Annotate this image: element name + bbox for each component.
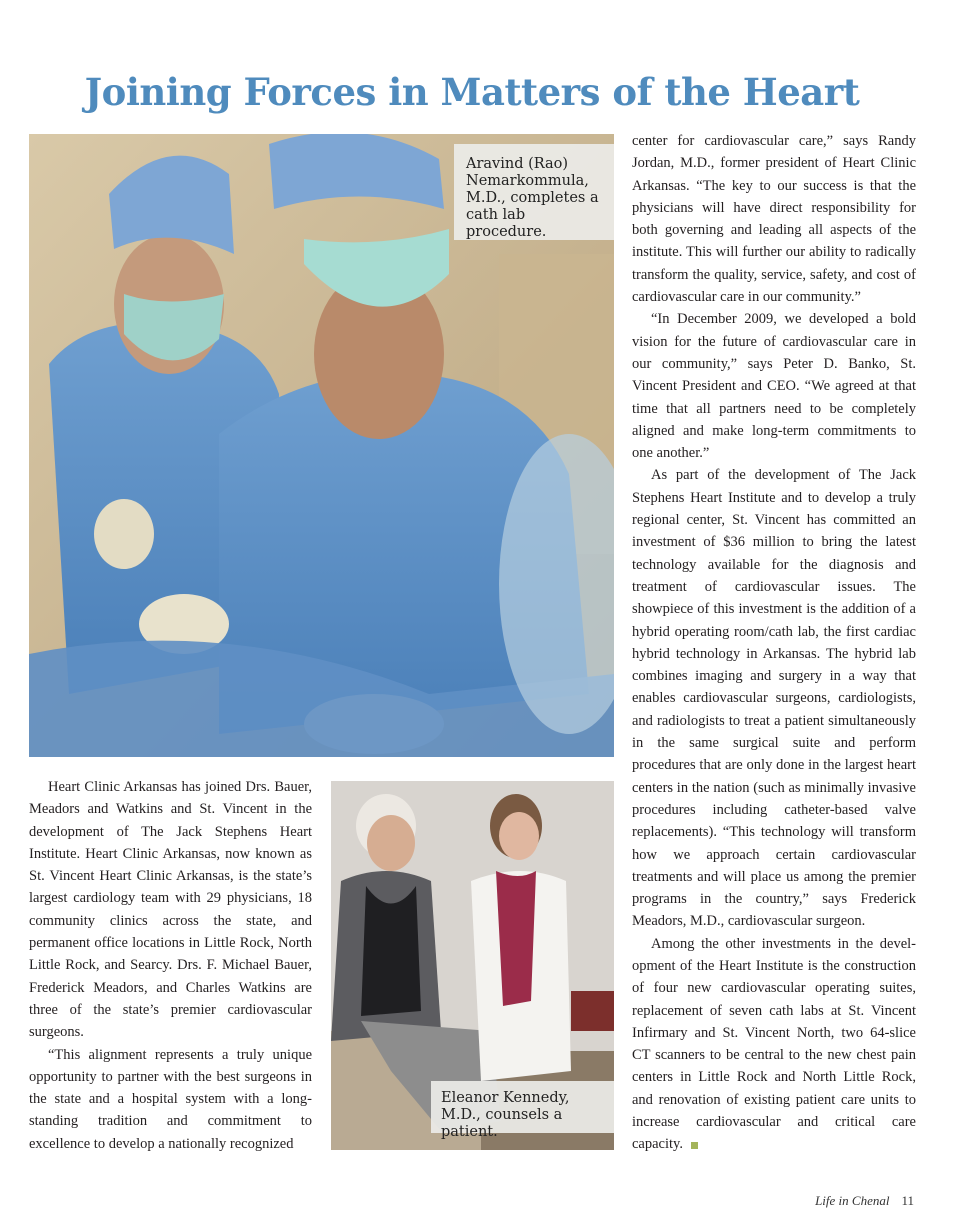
bottom-photo-caption: Eleanor Kennedy, M.D., counsels a patient.	[431, 1081, 614, 1133]
right-text-column	[632, 130, 916, 1156]
cath-lab-photo	[29, 134, 614, 757]
right-paragraph-last	[632, 933, 916, 1156]
left-paragraph: Heart Clinic Arkansas has joined Drs. Bauer, Meadors and Watkins and St. Vincent in the development of The Jack Stephens Heart Institute. Heart Clinic Arkansas, now known as St. Vincent Heart Clinic Arkansas, is the state’s largest cardiology team with 29 physicians, 18 community clinics across the state, and permanent office locations in Little Rock, North Little Rock, and Searcy. Drs. F. Michael Bauer, Frederick Meadors, and Charles Watkins are three of the state’s premier cardiovascular surgeons.	[29, 779, 312, 1041]
right-paragraph: “In December 2009, we developed a bold vision for the future of cardiovascular care in our community,” says Peter D. Banko, St. Vincent President and CEO. “We agreed at that time that all partners need to be completely aligned and make long-term commitments to one another.”	[632, 311, 916, 462]
publication-name: Life in Chenal	[815, 1193, 890, 1208]
right-paragraph-text: Among the other investments in the development of the Heart Institute is the construction of four new cardiovascular operating suites, replacement of seven cath labs at St. Vincent Infirmary and St. Vincent North, two 64-slice CT scanners to be central to the new chest pain centers in Little Rock and North Little Rock, and renovation of existing patient care units to increase cardiovascular and critical care capacity.	[632, 935, 916, 1153]
page-footer	[815, 1193, 914, 1209]
article-headline: Joining Forces in Matters of the Heart	[84, 70, 860, 114]
left-paragraph: “This alignment represents a truly unique opportunity to partner with the best surgeons in the state and a hospital system with a long-standing tradition and commitment to excellence to develop a nationally recognized	[29, 1046, 312, 1152]
top-photo-caption: Aravind (Rao) Nemarkommula, M.D., completes a cath lab procedure.	[454, 144, 614, 240]
right-paragraph: As part of the development of The Jack Stephens Heart Institute and to develop a truly regional center, St. Vincent has committed an investment of $36 million to bring the latest technology available for the diagnosis and treatment of cardiovascular issues. The showpiece of this investment is the addition of a hybrid operating room/cath lab, the first cardiac hybrid technology in Arkansas. The hybrid lab combines imaging and surgery in a way that enables cardiovascular surgeons, cardiologists, and radiologists to treat a patient simultaneously in the same surgical suite and perform procedures that are only done in the largest heart centers in the nation (such as minimally invasive procedures including catheter-based valve replacements). “This technology will transform how we approach certain cardiovascular treatments and will place us among the premier programs in the country,” says Frederick Meadors, M.D., cardiovascular surgeon.	[632, 467, 916, 930]
left-text-column	[29, 776, 312, 1155]
page-number: 11	[901, 1193, 914, 1208]
right-paragraph: center for cardiovascular care,” says Randy Jordan, M.D., former president of Heart Clinic Arkansas. “The key to our success is that the physicians will have direct responsibility for both governing and leading all aspects of the institute. This will further our ability to radically transform the quality, service, safety, and cost of cardiovascular care in our community.”	[632, 133, 916, 306]
end-of-article-square-icon	[691, 1142, 698, 1149]
patient-counseling-photo	[331, 781, 614, 1150]
